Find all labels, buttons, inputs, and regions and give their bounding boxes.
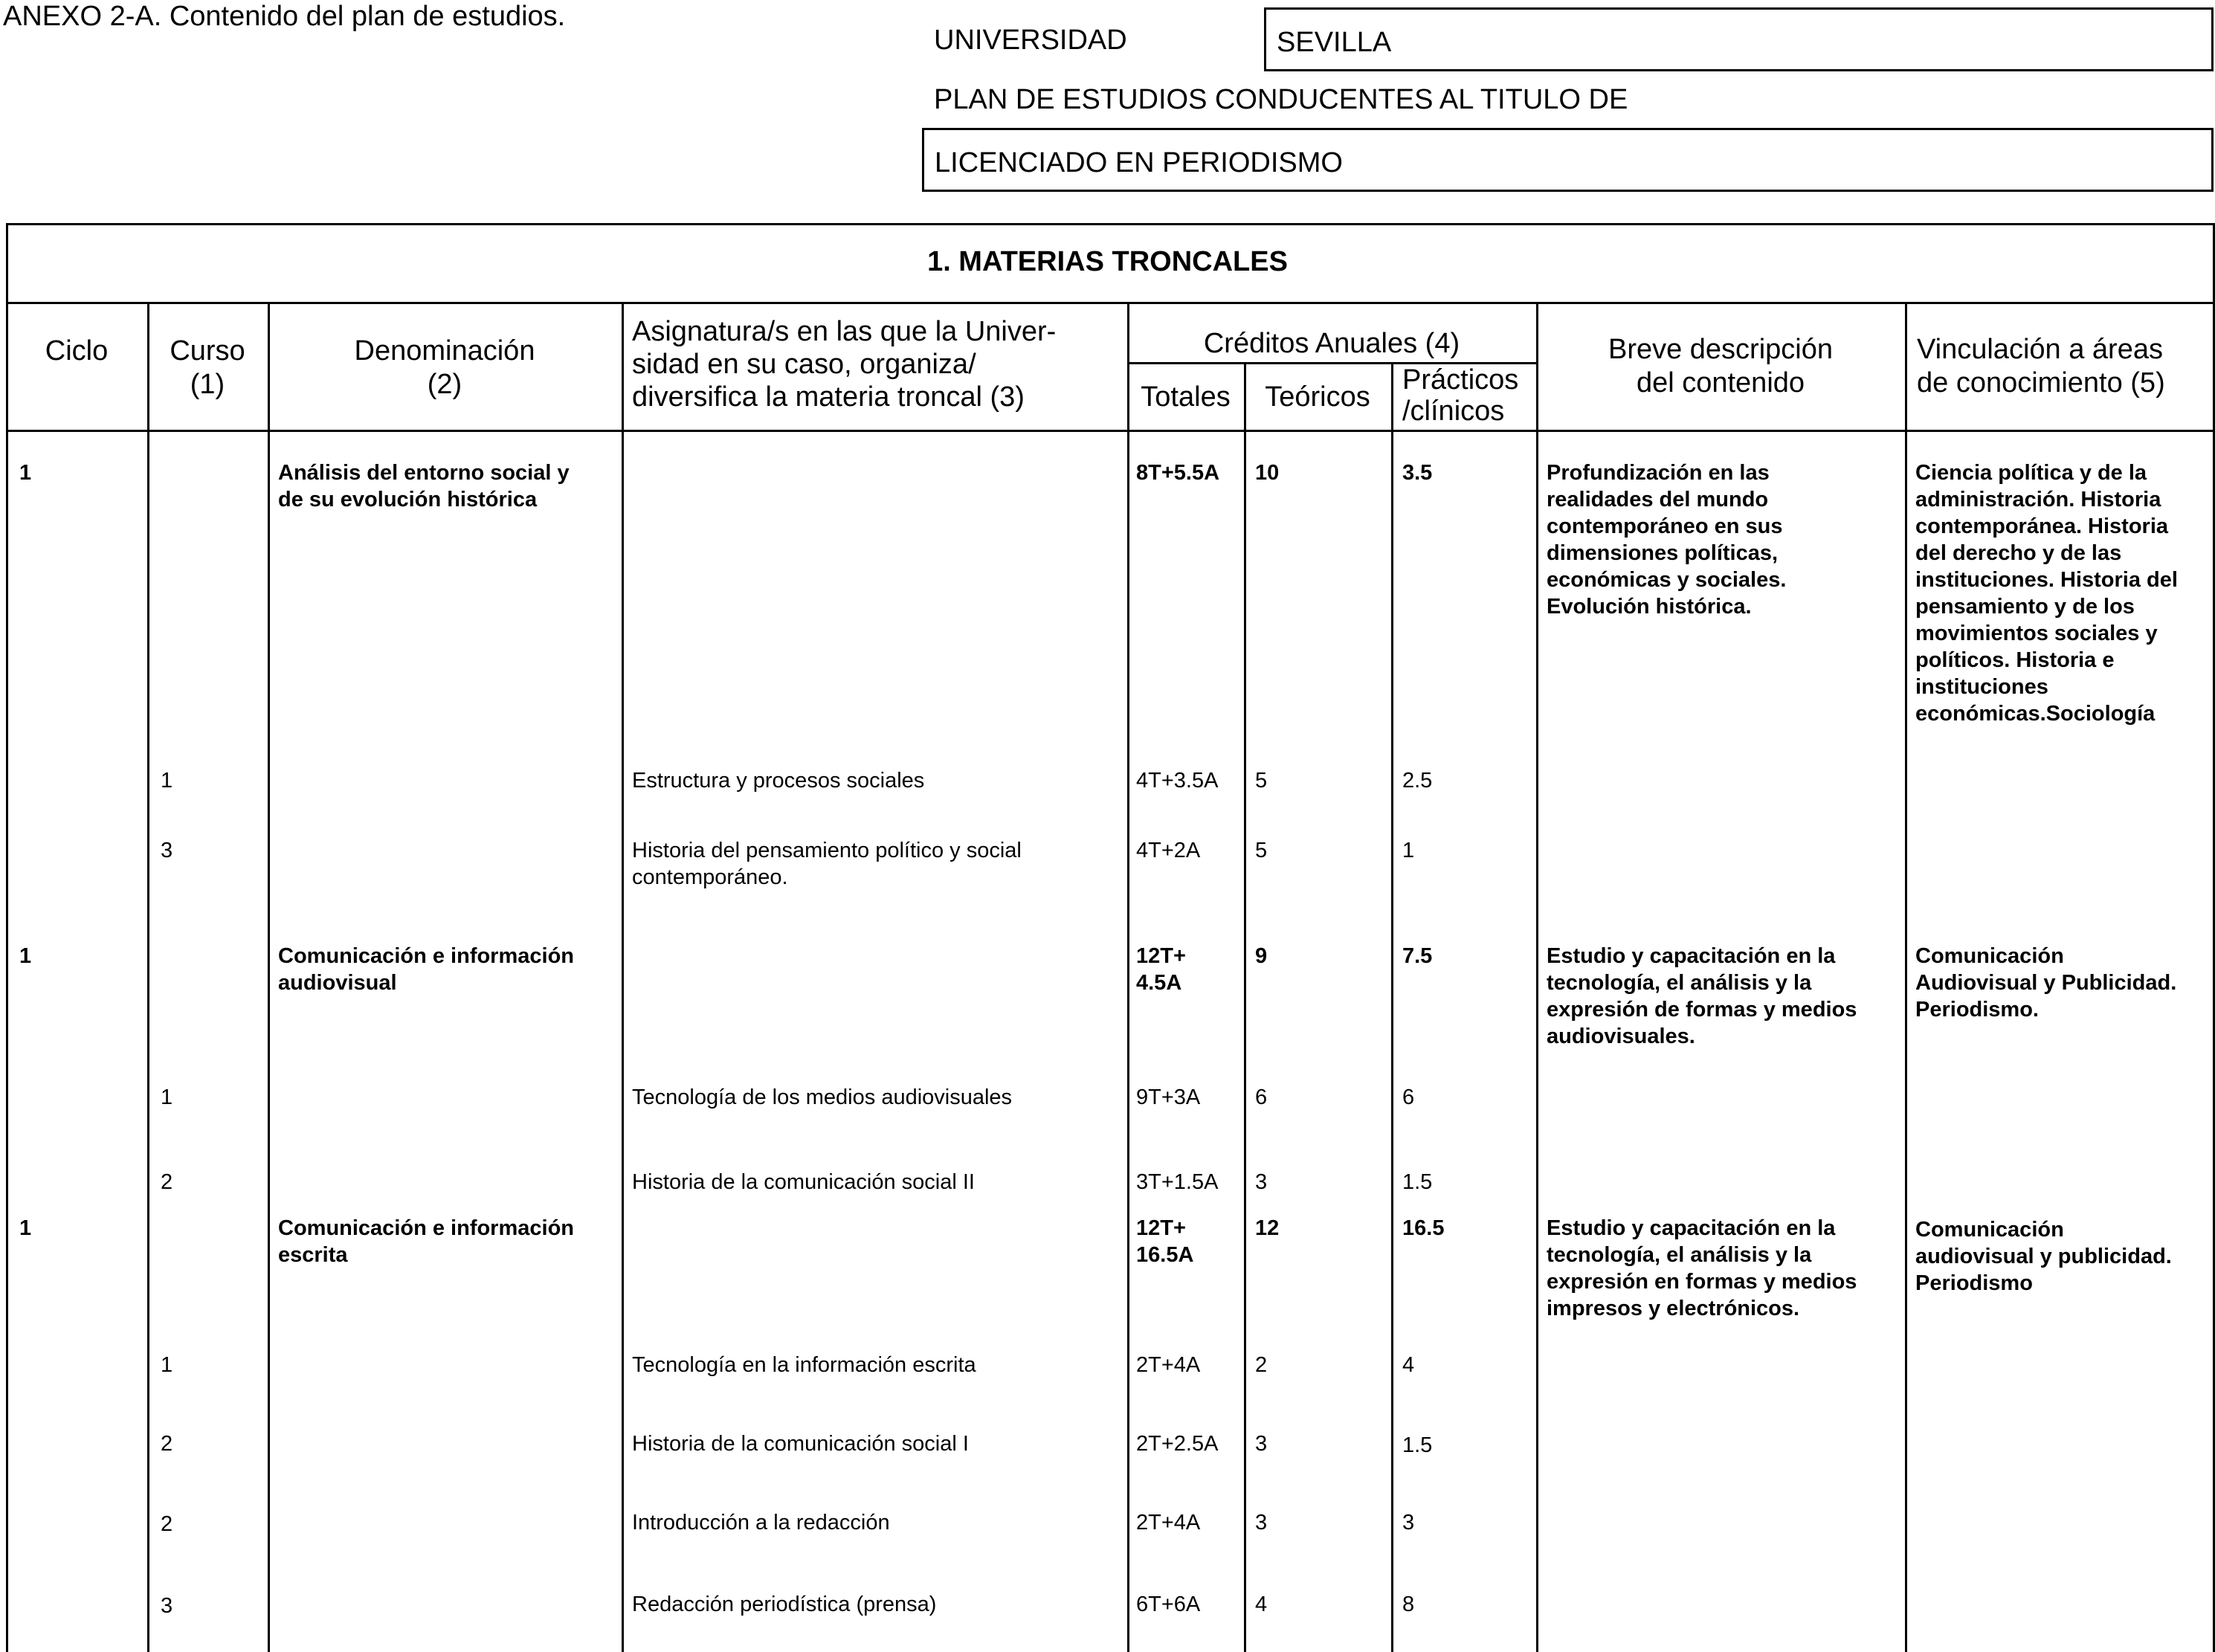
- cell-curso: 1: [161, 769, 173, 793]
- col-divider: [1244, 362, 1246, 1652]
- cell-asignatura: Historia de la comunicación social II: [632, 1170, 975, 1194]
- cell-teoricos: 10: [1255, 461, 1280, 485]
- cell-curso: 3: [161, 1594, 173, 1618]
- col-header-curso: Curso (1): [170, 335, 245, 400]
- cell-practicos: 1: [1402, 839, 1415, 862]
- cell-practicos: 3: [1402, 1511, 1415, 1535]
- col-header-denominacion: Denominación (2): [354, 335, 535, 400]
- col-divider: [147, 302, 149, 1652]
- cell-totales: 9T+3A: [1136, 1085, 1201, 1109]
- degree-value: LICENCIADO EN PERIODISMO: [935, 147, 1343, 178]
- cell-vinculacion: Comunicación Audiovisual y Publicidad. Periodismo.: [1915, 944, 2177, 1022]
- cell-curso: 1: [161, 1085, 173, 1109]
- col-header-totales: Totales: [1141, 381, 1231, 413]
- cell-totales: 4T+2A: [1136, 839, 1201, 862]
- col-header-descripcion: Breve descripción del contenido: [1608, 334, 1834, 399]
- cell-practicos: 16.5: [1402, 1216, 1445, 1240]
- cell-descripcion: Estudio y capacitación en la tecnología, el análisis y la expresión de formas y medios audiovisuales.: [1547, 944, 1857, 1048]
- cell-teoricos: 9: [1255, 944, 1268, 968]
- col-header-creditos: Créditos Anuales (4): [1203, 328, 1460, 359]
- cell-totales: 12T+ 16.5A: [1136, 1216, 1194, 1267]
- col-header-vinculacion: Vinculación a áreas de conocimiento (5): [1917, 334, 2165, 399]
- cell-denominacion: Comunicación e información escrita: [278, 1216, 574, 1267]
- cell-asignatura: Redacción periodística (prensa): [632, 1593, 937, 1616]
- col-divider: [1127, 302, 1129, 1652]
- cell-asignatura: Historia del pensamiento político y social contemporáneo.: [632, 839, 1022, 889]
- plan-label: PLAN DE ESTUDIOS CONDUCENTES AL TITULO DE: [934, 84, 1628, 115]
- cell-totales: 3T+1.5A: [1136, 1170, 1219, 1194]
- col-divider: [1536, 302, 1538, 1652]
- col-header-asignaturas: Asignatura/s en las que la Univer- sidad en su caso, organiza/ diversifica la materia troncal (3): [632, 316, 1057, 413]
- cell-practicos: 7.5: [1402, 944, 1433, 968]
- col-divider: [1905, 302, 1907, 1652]
- cell-denominacion: Comunicación e información audiovisual: [278, 944, 574, 995]
- cell-totales: 2T+4A: [1136, 1511, 1201, 1535]
- col-header-teoricos: Teóricos: [1265, 381, 1370, 413]
- cell-practicos: 1.5: [1402, 1433, 1433, 1457]
- cell-asignatura: Introducción a la redacción: [632, 1511, 890, 1535]
- cell-practicos: 3.5: [1402, 461, 1433, 485]
- cell-totales: 12T+ 4.5A: [1136, 944, 1186, 995]
- title-divider: [6, 302, 2215, 304]
- cell-practicos: 1.5: [1402, 1170, 1433, 1194]
- cell-curso: 1: [161, 1353, 173, 1377]
- degree-field: [922, 128, 2214, 192]
- col-header-ciclo: Ciclo: [45, 335, 109, 367]
- cell-teoricos: 3: [1255, 1432, 1268, 1456]
- cell-teoricos: 2: [1255, 1353, 1268, 1377]
- cell-curso: 2: [161, 1432, 173, 1456]
- cell-curso: 3: [161, 839, 173, 862]
- cell-teoricos: 5: [1255, 839, 1268, 862]
- cell-teoricos: 4: [1255, 1593, 1268, 1616]
- cell-teoricos: 5: [1255, 769, 1268, 793]
- cell-ciclo: 1: [19, 944, 32, 968]
- cell-teoricos: 6: [1255, 1085, 1268, 1109]
- university-field: [1264, 7, 2214, 71]
- cell-denominacion: Análisis del entorno social y de su evolución histórica: [278, 461, 570, 512]
- cell-totales: 8T+5.5A: [1136, 461, 1220, 485]
- col-divider: [268, 302, 270, 1652]
- cell-practicos: 8: [1402, 1593, 1415, 1616]
- cell-ciclo: 1: [19, 1216, 32, 1240]
- cell-asignatura: Historia de la comunicación social I: [632, 1432, 969, 1456]
- cell-practicos: 6: [1402, 1085, 1415, 1109]
- cell-descripcion: Estudio y capacitación en la tecnología, el análisis y la expresión en formas y medios impresos y electrónicos.: [1547, 1216, 1857, 1320]
- cell-asignatura: Tecnología en la información escrita: [632, 1353, 976, 1377]
- cell-practicos: 4: [1402, 1353, 1415, 1377]
- university-label: UNIVERSIDAD: [934, 25, 1127, 56]
- col-divider: [1391, 362, 1393, 1652]
- col-divider: [622, 302, 624, 1652]
- cell-practicos: 2.5: [1402, 769, 1433, 793]
- annex-label: ANEXO 2-A. Contenido del plan de estudios.: [3, 1, 566, 32]
- cell-descripcion: Profundización en las realidades del mundo contemporáneo en sus dimensiones políticas, económicas y sociales. Evolución histórica.: [1547, 461, 1787, 619]
- col-header-practicos: Prácticos /clínicos: [1402, 364, 1519, 427]
- cell-totales: 6T+6A: [1136, 1593, 1201, 1616]
- cell-asignatura: Tecnología de los medios audiovisuales: [632, 1085, 1013, 1109]
- cell-ciclo: 1: [19, 461, 32, 485]
- cell-totales: 4T+3.5A: [1136, 769, 1219, 793]
- table-title: 1. MATERIAS TRONCALES: [927, 246, 1288, 277]
- cell-totales: 2T+4A: [1136, 1353, 1201, 1377]
- cell-asignatura: Estructura y procesos sociales: [632, 769, 925, 793]
- cell-curso: 2: [161, 1170, 173, 1194]
- cell-vinculacion: Comunicación audiovisual y publicidad. Periodismo: [1915, 1218, 2172, 1295]
- header-divider: [6, 430, 2215, 432]
- cell-totales: 2T+2.5A: [1136, 1432, 1219, 1456]
- cell-curso: 2: [161, 1512, 173, 1536]
- cell-vinculacion: Ciencia política y de la administración. Historia contemporánea. Historia del derecho y de las instituciones. Historia del pensamiento y de los movimientos sociales y políticos. Historia e instituciones económicas.Sociología: [1915, 461, 2178, 726]
- cell-teoricos: 3: [1255, 1170, 1268, 1194]
- cell-teoricos: 12: [1255, 1216, 1280, 1240]
- cell-teoricos: 3: [1255, 1511, 1268, 1535]
- university-value: SEVILLA: [1277, 27, 1392, 58]
